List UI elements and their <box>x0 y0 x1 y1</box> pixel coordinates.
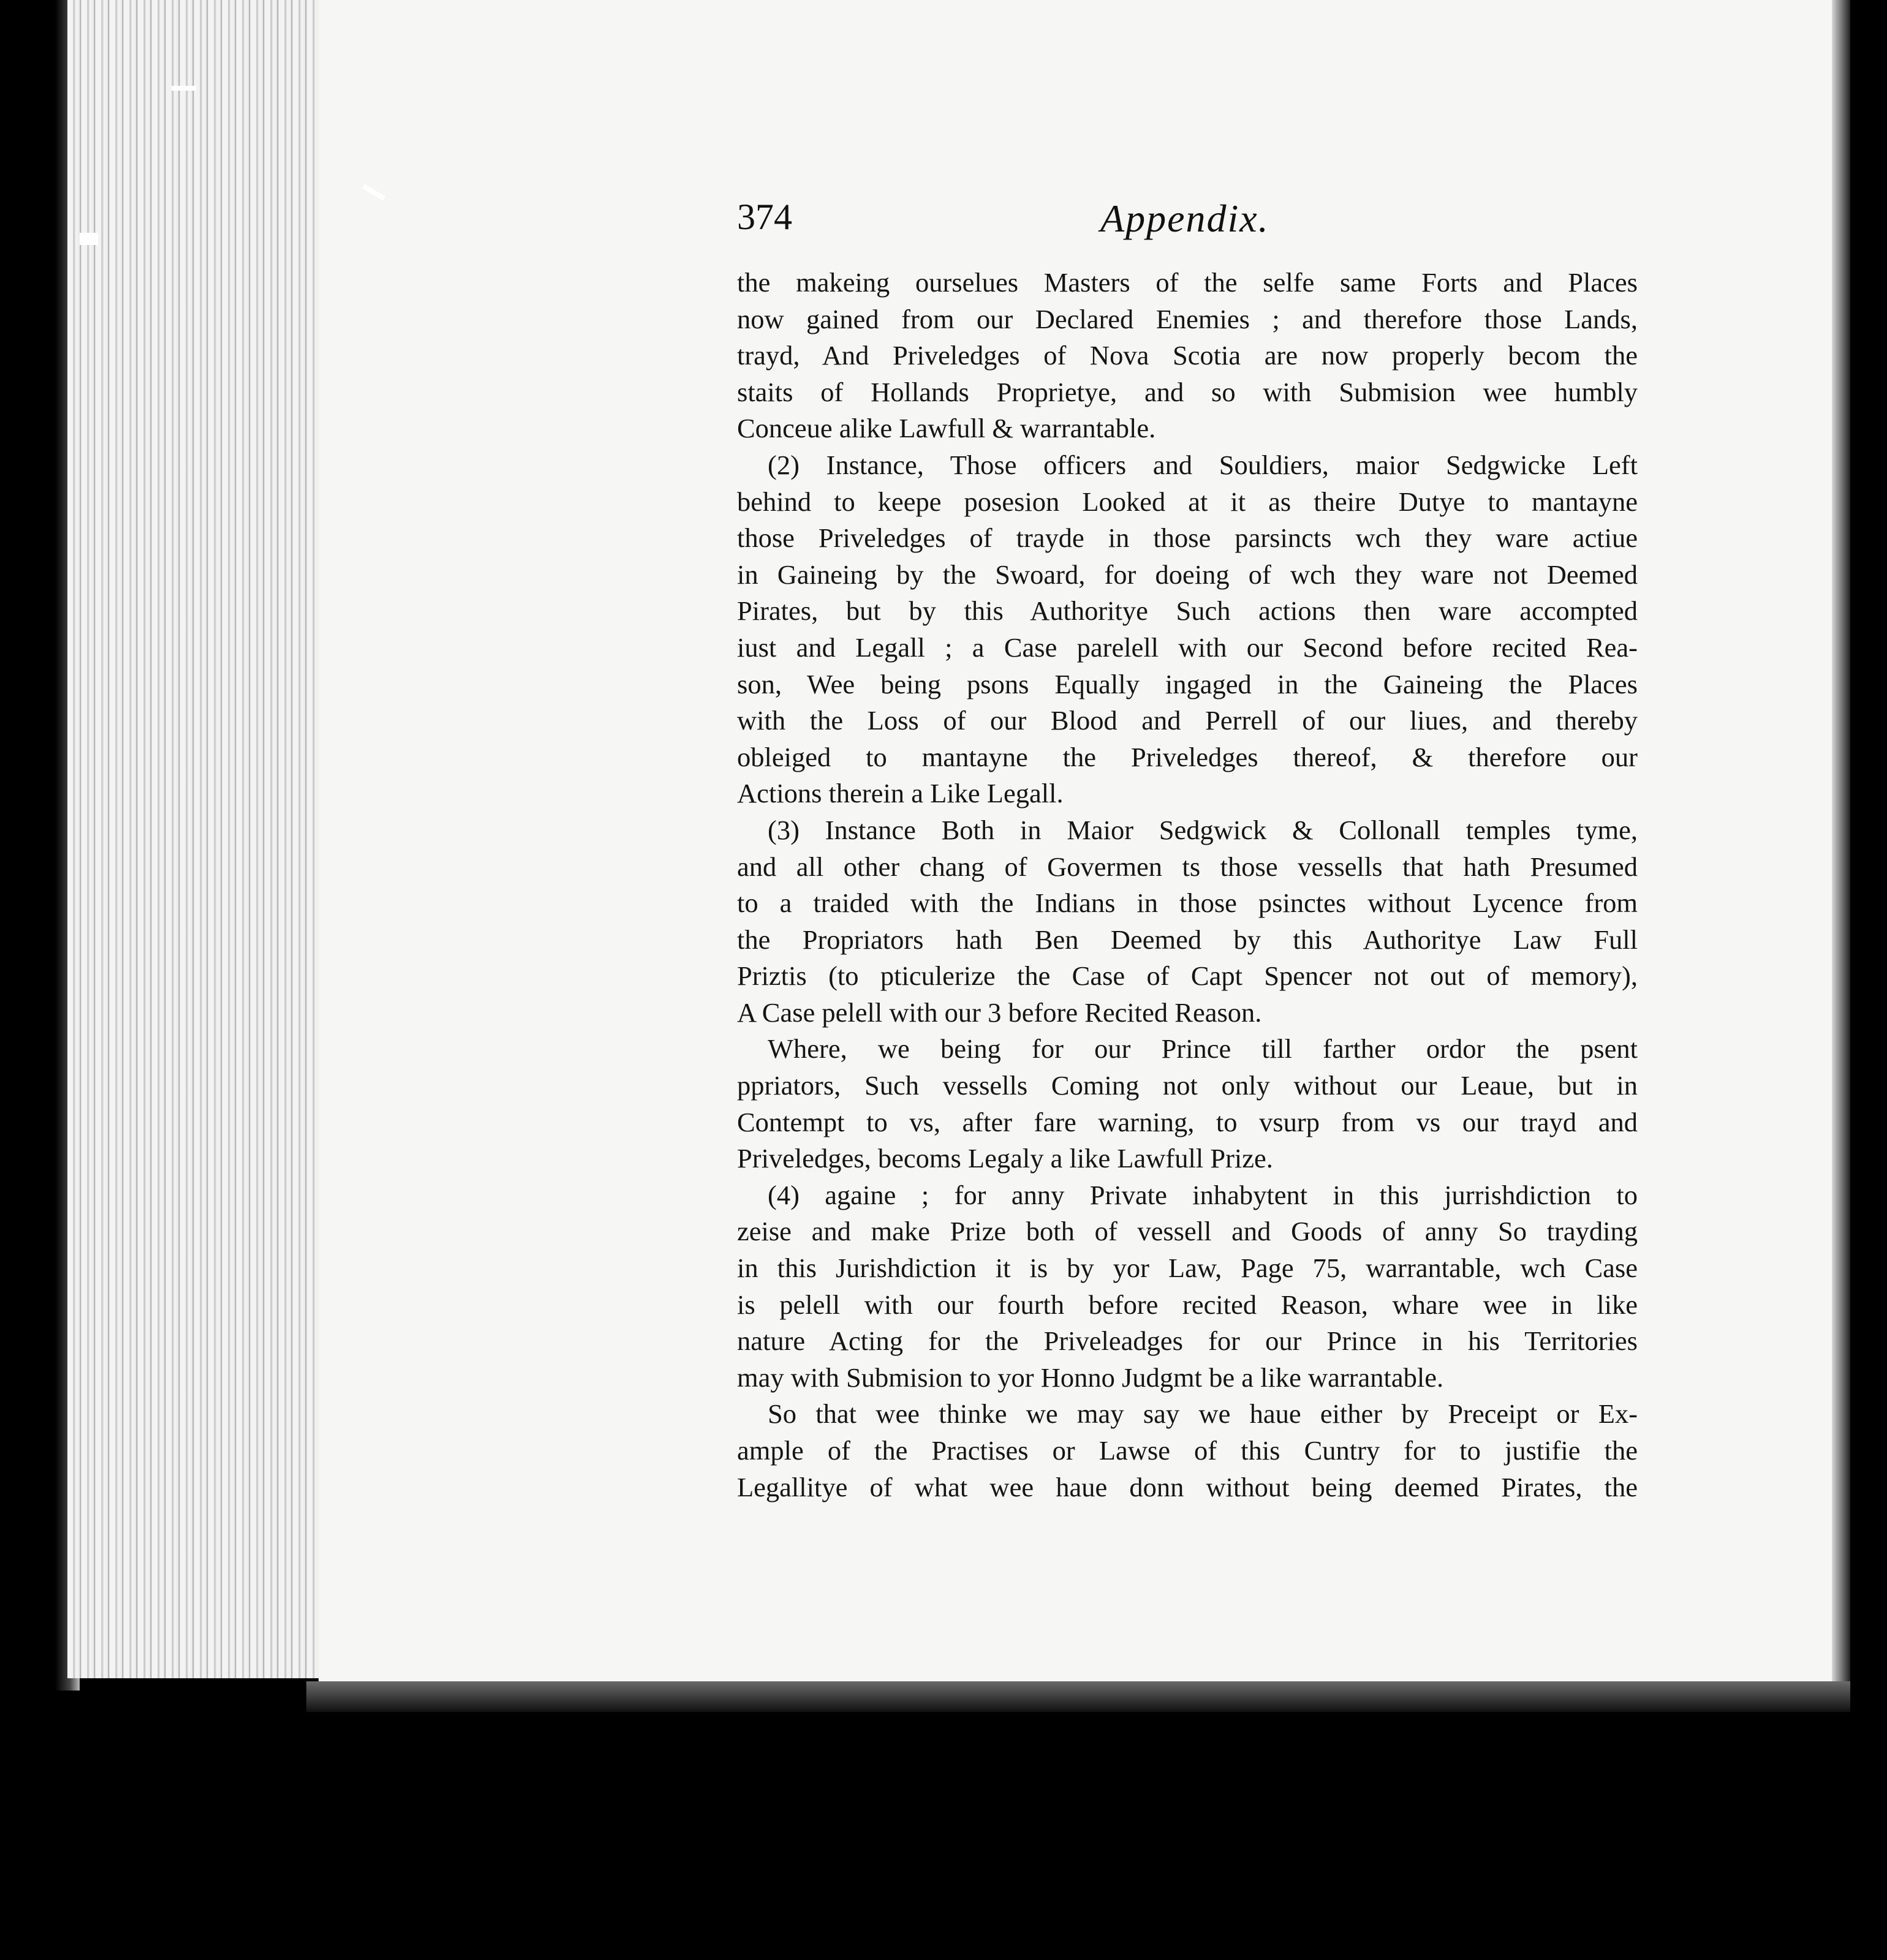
text-line: Pirates, but by this Authoritye Such actions then ware accompted <box>737 595 1638 627</box>
text-line: in Gaineing by the Swoard, for doeing of wch they ware not Deemed <box>737 559 1638 590</box>
text-line: and all other chang of Govermen ts those vessells that hath Presumed <box>737 851 1638 882</box>
text-line: in this Jurishdiction it is by yor Law, Page 75, warrantable, wch Case <box>737 1253 1638 1284</box>
text-line: son, Wee being psons Equally ingaged in the Gaineing the Places <box>737 668 1638 699</box>
text-line: Legallitye of what wee haue donn without being deemed Pirates, the <box>737 1471 1638 1502</box>
text-line: is pelell with our fourth before recited Reason, whare wee in like <box>737 1289 1638 1320</box>
text-line: (4) againe ; for anny Private inhabytent in this jurrishdiction to <box>768 1179 1638 1210</box>
text-line: the Propriators hath Ben Deemed by this Authoritye Law Full <box>737 924 1638 955</box>
page-bottom-shadow <box>306 1681 1850 1712</box>
text-line: zeise and make Prize both of vessell and Goods of anny So trayding <box>737 1216 1638 1247</box>
text-line: staits of Hollands Proprietye, and so with Submision wee humbly <box>737 376 1638 407</box>
text-line: trayd, And Priveledges of Nova Scotia are now properly becom the <box>737 340 1638 371</box>
text-line: the makeing ourselues Masters of the selfe same Forts and Places <box>737 267 1638 298</box>
text-line: obleiged to mantayne the Priveledges thereof, & therefore our <box>737 741 1638 772</box>
running-head: Appendix. <box>1100 197 1269 240</box>
text-line: (3) Instance Both in Maior Sedgwick & Collonall temples tyme, <box>768 814 1638 845</box>
book-fore-edge <box>67 0 320 1678</box>
text-line: those Priveledges of trayde in those parsincts wch they ware actiue <box>737 522 1638 554</box>
page-number: 374 <box>737 197 792 237</box>
film-speck <box>172 86 196 91</box>
body-text <box>737 265 1638 1506</box>
text-line: Where, we being for our Prince till farther ordor the psent <box>768 1033 1638 1065</box>
text-line: may with Submision to yor Honno Judgmt be a like warrantable. <box>737 1362 1444 1393</box>
text-line: ppriators, Such vessells Coming not only without our Leaue, but in <box>737 1070 1638 1101</box>
page-right-edge <box>1832 0 1850 1709</box>
text-line: behind to keepe posesion Looked at it as theire Dutye to mantayne <box>737 486 1638 517</box>
text-line: Priveledges, becoms Legaly a like Lawfull Prize. <box>737 1143 1273 1174</box>
text-line: Contempt to vs, after fare warning, to vsurp from vs our trayd and <box>737 1106 1638 1137</box>
text-line: (2) Instance, Those officers and Souldiers, maior Sedgwicke Left <box>768 449 1638 480</box>
text-line: to a traided with the Indians in those psinctes without Lycence from <box>737 888 1638 919</box>
text-line: with the Loss of our Blood and Perrell of our liues, and thereby <box>737 705 1638 736</box>
text-line: A Case pelell with our 3 before Recited Reason. <box>737 997 1262 1028</box>
text-line: nature Acting for the Priveleadges for our Prince in his Territories <box>737 1325 1638 1357</box>
text-line: ample of the Practises or Lawse of this Cuntry for to justifie the <box>737 1435 1638 1466</box>
text-line: iust and Legall ; a Case parelell with our Second before recited Rea- <box>737 631 1638 663</box>
text-line: Conceue alike Lawfull & warrantable. <box>737 413 1156 444</box>
film-speck <box>80 233 98 245</box>
text-line: now gained from our Declared Enemies ; and therefore those Lands, <box>737 303 1638 334</box>
text-line: So that wee thinke we may say we haue either by Preceipt or Ex- <box>768 1398 1638 1430</box>
text-line: Actions therein a Like Legall. <box>737 778 1064 809</box>
text-line: Priztis (to pticulerize the Case of Capt Spencer not out of memory), <box>737 960 1638 992</box>
